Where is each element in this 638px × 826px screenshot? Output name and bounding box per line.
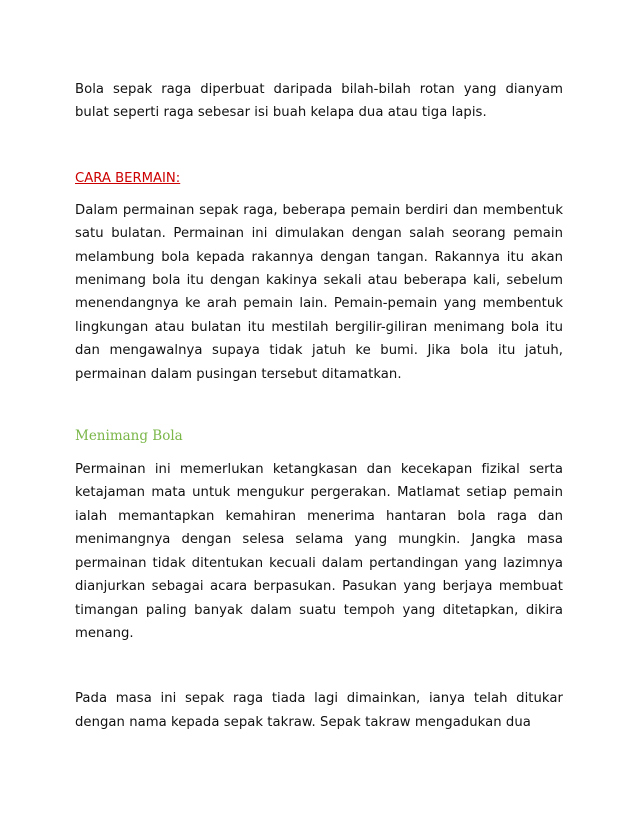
sepak-takraw-paragraph: Pada masa ini sepak raga tiada lagi dimainkan, ianya telah ditukar dengan nama kepada sepak takraw. Sepak takraw mengadukan dua: [75, 691, 563, 730]
cara-bermain-paragraph: Dalam permainan sepak raga, beberapa pemain berdiri dan membentuk satu bulatan. Permainan ini dimulakan dengan salah seorang pemain melambung bola kepada rakannya dengan tangan. Rakannya itu akan menimang bola itu dengan kakinya sekali atau beberapa kali, sebelum menendangnya ke arah pemain lain. Pemain-pemain yang membentuk lingkungan atau bulatan itu mestilah bergilir-giliran menimang bola itu dan mengawalnya supaya tidak jatuh ke bumi. Jika bola itu jatuh, permainan dalam pusingan tersebut ditamatkan.: [75, 202, 563, 382]
menimang-bola-paragraph: Permainan ini memerlukan ketangkasan dan kecekapan fizikal serta ketajaman mata untuk mengukur pergerakan. Matlamat setiap pemain ialah memantapkan kemahiran menerima hantaran bola raga dan menimangnya dengan selesa selama yang mungkin. Jangka masa permainan tidak ditentukan kecuali dalam pertandingan yang lazimnya dianjurkan sebagai acara berpasukan. Pasukan yang berjaya membuat timangan paling banyak dalam suatu tempoh yang ditetapkan, dikira menang.: [75, 462, 563, 641]
intro-paragraph: Bola sepak raga diperbuat daripada bilah-bilah rotan yang dianyam bulat seperti raga sebesar isi buah kelapa dua atau tiga lapis.: [75, 82, 563, 121]
heading-menimang-bola: Menimang Bola: [75, 428, 183, 445]
document-page: [75, 78, 563, 734]
heading-cara-bermain: CARA BERMAIN:: [75, 170, 181, 186]
